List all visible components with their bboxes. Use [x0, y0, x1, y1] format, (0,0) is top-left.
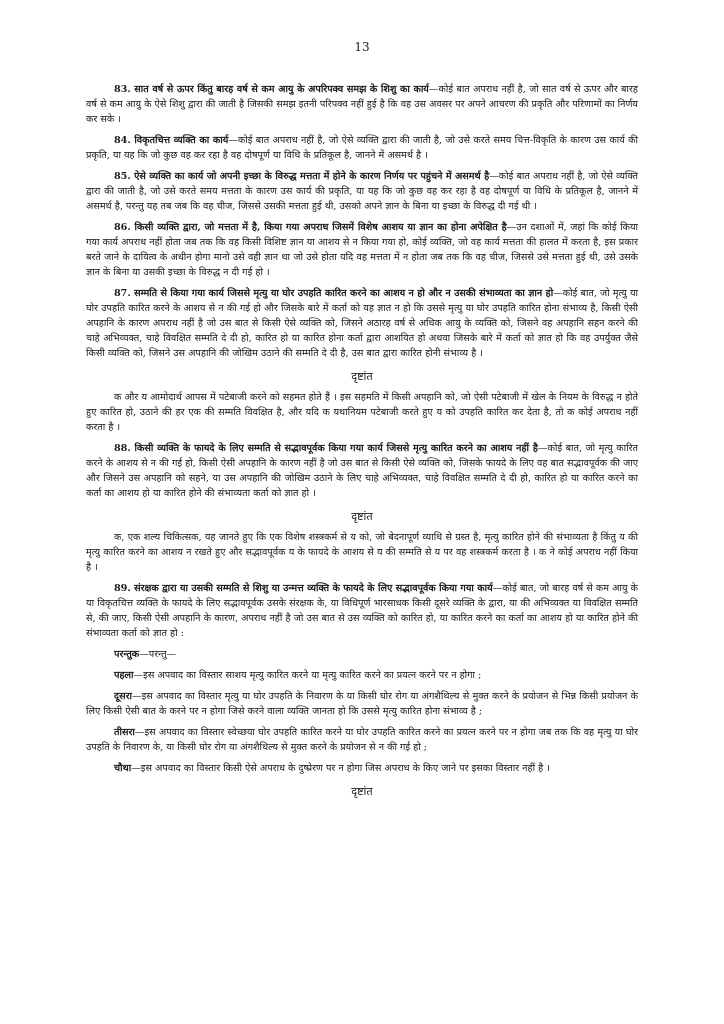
section-heading: 85. ऐसे व्यक्ति का कार्य जो अपनी इच्छा के विरुद्ध मत्तता में होने के कारण निर्णय पर पहुंचने में असमर्थ है: [114, 171, 490, 182]
section-heading: चौथा: [114, 763, 132, 774]
section-paragraph: [86, 668, 638, 683]
section-heading: 84. विकृतचित्त व्यक्ति का कार्य: [114, 135, 229, 146]
document-body: [86, 82, 638, 799]
section-text: —इस अपवाद का विस्तार मृत्यु या घोर उपहति के निवारण के या किसी घोर रोग या अंगशैथिल्य से मुक्त करने के प्रयोजन से भिन्न किसी प्रयोजन के लिए किसी ऐसी बात के करने पर न होगा जिसे करने वाला व्यक्ति जानता हो कि उससे मृत्यु कारित होना संभाव्य है ;: [86, 691, 638, 717]
section-paragraph: [86, 169, 638, 214]
section-paragraph: [86, 761, 638, 776]
illustration-heading: दृष्टांत: [351, 510, 373, 523]
section-heading: परन्तुक: [114, 649, 140, 660]
section-paragraph: [86, 133, 638, 163]
section-paragraph: [86, 441, 638, 501]
section-heading: पहला: [114, 670, 134, 681]
section-text: क, एक शल्य चिकित्सक, यह जानते हुए कि एक विशेष शस्त्रकर्म से य को, जो बेदनापूर्ण व्याधि से ग्रस्त है, मृत्यु कारित होने की संभाव्यता है किंतु य की मृत्यु कारित करने का आशय न रखते हुए और सद्भावपूर्वक य के फायदे के आशय से य की सम्मति से य पर वह शस्त्रकर्म करता है । क ने कोई अपराध नहीं किया है ।: [86, 532, 638, 573]
section-text: —इस अपवाद का विस्तार स्वेच्छया घोर उपहति कारित करने या घोर उपहति कारित करने का प्रयत्न करने पर न होगा जब तक कि वह मृत्यु या घोर उपहति के निवारण के, या किसी घोर रोग या अंगशैथिल्य से मुक्त करने के प्रयोजन से न की गई हो ;: [86, 727, 638, 753]
section-heading: 86. किसी व्यक्ति द्वारा, जो मत्तता में है, किया गया अपराध जिसमें विशेष आशय या ज्ञान का होना अपेक्षित है: [114, 222, 507, 233]
section-paragraph: [86, 689, 638, 719]
section-text: —इस अपवाद का विस्तार साशय मृत्यु कारित करने या मृत्यु कारित करने का प्रयत्न करने पर न होगा ;: [133, 670, 482, 681]
section-text: —कोई बात, जो मृत्यु कारित करने के आशय से न की गई हो, किसी ऐसी अपहानि के कारण नहीं है जो उस बात से किसी ऐसे व्यक्ति को, जिसके फायदे के लिए वह बात सद्भावपूर्वक की जाए और जिसने उस अपहानि को सहने, या उस अपहानि की जोखिम उठाने के लिए चाहे अभिव्यक्त, चाहे विवक्षित सम्मति दे दी हो, कारित हो या कारित करने का कर्ता का आशय हो या कारित होने की संभाव्यता कर्ता को ज्ञात हो ।: [86, 443, 638, 499]
section-paragraph: [86, 647, 638, 662]
section-paragraph: [86, 581, 638, 641]
section-text: —कोई बात, जो मृत्यु या घोर उपहति कारित करने के आशय से न की गई हो और जिसके बारे में कर्ता को यह ज्ञात न हो कि उससे मृत्यु या घोर उपहति कारित होना संभाव्य है, किसी ऐसी अपहानि के कारण अपराध नहीं है जो उस बात से किसी ऐसे व्यक्ति को, जिसने अठारह वर्ष से अधिक आयु के व्यक्ति को, जिसने वह अपहानि सहन करने की चाहे अभिव्यक्त, चाहे विवक्षित सम्मति दे दी हो, कारित हो या कारित होना कर्ता द्वारा आशयित हो अथवा जिसके बारे में कर्ता को ज्ञात हो कि वह उपर्युक्त जैसे किसी व्यक्ति को, जिसने उस अपहानि की जोखिम उठाने की सम्मति दे दी है, उस बात द्वारा कारित होनी संभाव्य है ।: [86, 288, 638, 359]
section-paragraph: [86, 530, 638, 575]
section-paragraph: [86, 390, 638, 435]
section-text: —परन्तु—: [139, 649, 177, 660]
section-text: —कोई बात अपराध नहीं है, जो ऐसे व्यक्ति द्वारा की जाती है, जो उसे करते समय मत्तता के कारण उस कार्य की प्रकृति, या यह कि जो कुछ वह कर रहा है वह दोषपूर्ण या विधि के प्रतिकूल है, जानने में असमर्थ है, परन्तु यह तब जब कि वह चीज, जिससे उसकी मत्तता हुई थी, उसको अपने ज्ञान के बिना या इच्छा के विरुद्ध दी गई थी ।: [86, 171, 639, 212]
section-text: —उन दशाओं में, जहां कि कोई किया गया कार्य अपराध नहीं होता जब तक कि वह किसी विशिष्ट ज्ञान या आशय से न किया गया हो, कोई व्यक्ति, जो वह कार्य मत्तता की हालत में करता है, इस प्रकार बरते जाने के दायित्व के अधीन होगा मानो उसे वही ज्ञान था जो उसे होता यदि वह मत्तता में न होता जब तक कि वह चीज, जिससे उसे मत्तता हुई थी, उसे उसके ज्ञान के बिना या उसकी इच्छा के विरुद्ध न दी गई हो ।: [86, 222, 639, 278]
illustration-heading: दृष्टांत: [351, 370, 373, 383]
section-text: —कोई बात, जो बारह वर्ष से कम आयु के या विकृतचित्त व्यक्ति के फायदे के लिए सद्भावपूर्वक उसके संरक्षक के, या विधिपूर्ण भारसाधक किसी दूसरे व्यक्ति के द्वारा, या की अभिव्यक्त या विवक्षित सम्मति से, की जाए, किसी ऐसी अपहानि के कारण, अपराध नहीं है जो उस बात से उस व्यक्ति को कारित हो, या कारित करने का कर्ता का आशय हो या कारित होने की संभाव्यता कर्ता को ज्ञात हो :: [86, 583, 638, 639]
illustration-heading: दृष्टांत: [351, 785, 373, 798]
page-number: 13: [354, 40, 370, 54]
section-heading: दूसरा: [114, 691, 132, 702]
section-text: —कोई बात अपराध नहीं है, जो ऐसे व्यक्ति द्वारा की जाती है, जो उसे करते समय चित्त-विकृति के कारण उस कार्य की प्रकृति, या यह कि जो कुछ वह कर रहा है वह दोषपूर्ण या विधि के प्रतिकूल है, जानने में असमर्थ है ।: [86, 135, 638, 161]
section-paragraph: [86, 220, 638, 280]
section-heading: 88. किसी व्यक्ति के फायदे के लिए सम्मति से सद्भावपूर्वक किया गया कार्य जिससे मृत्यु कारित करने का आशय नहीं है: [114, 443, 538, 454]
section-paragraph: [86, 82, 638, 127]
section-heading: 83. सात वर्ष से ऊपर किंतु बारह वर्ष से कम आयु के अपरिपक्व समझ के शिशु का कार्य: [114, 84, 429, 95]
section-heading: 87. सम्मति से किया गया कार्य जिससे मृत्यु या घोर उपहति कारित करने का आशय न हो और न उसकी संभाव्यता का ज्ञान हो: [114, 288, 554, 299]
section-paragraph: [86, 286, 638, 361]
section-text: क और य आमोदार्थ आपस में पटेबाजी करने को सहमत होते हैं । इस सहमति में किसी अपहानि को, जो ऐसी पटेबाजी में खेल के नियम के विरुद्ध न होते हुए कारित हो, उठाने की हर एक की सम्मति विवक्षित है, और यदि क यथानियम पटेबाजी करते हुए य को उपहति कारित कर देता है, तो क कोई अपराध नहीं करता है ।: [86, 392, 638, 433]
section-heading: 89. संरक्षक द्वारा या उसकी सम्मति से शिशु या उन्मत्त व्यक्ति के फायदे के लिए सद्भावपूर्वक किया गया कार्य: [114, 583, 493, 594]
section-paragraph: [86, 725, 638, 755]
section-heading: तीसरा: [114, 727, 135, 738]
section-text: —इस अपवाद का विस्तार किसी ऐसे अपराध के दुष्प्रेरण पर न होगा जिस अपराध के किए जाने पर इसका विस्तार नहीं है ।: [131, 763, 550, 774]
section-text: —कोई बात अपराध नहीं है, जो सात वर्ष से ऊपर और बारह वर्ष से कम आयु के ऐसे शिशु द्वारा की जाती है जिसकी समझ इतनी परिपक्व नहीं हुई है कि वह उस अवसर पर अपने आचरण की प्रकृति और परिणामों का निर्णय कर सके ।: [86, 84, 638, 125]
